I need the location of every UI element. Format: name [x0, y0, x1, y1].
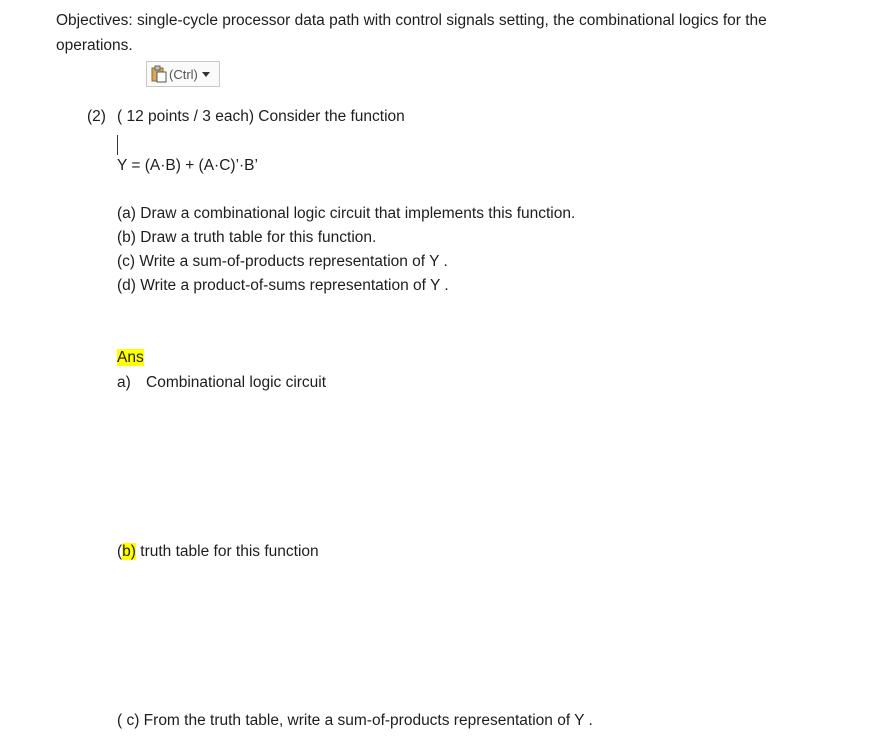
answer-a-marker: a) — [117, 374, 131, 391]
clipboard-icon — [150, 65, 168, 83]
question-part-d: (d) Write a product-of-sums representation of Y . — [117, 277, 449, 294]
answer-b-letter: b) — [122, 543, 136, 560]
paste-options-label: (Ctrl) — [169, 66, 198, 82]
question-part-c: (c) Write a sum-of-products representation of Y . — [117, 253, 448, 270]
answer-a-text: Combinational logic circuit — [146, 374, 327, 391]
answer-b-line — [117, 542, 319, 562]
answer-heading — [117, 348, 144, 368]
objectives-line-1: Objectives: single-cycle processor data path with control signals setting, the combinational logics for the — [56, 12, 767, 29]
question-part-a: (a) Draw a combinational logic circuit that implements this function. — [117, 205, 576, 222]
question-number: (2) — [87, 108, 106, 125]
text-cursor — [117, 135, 118, 155]
function-formula: Y = (A·B) + (A·C)’·B’ — [117, 157, 258, 174]
question-part-b: (b) Draw a truth table for this function. — [117, 229, 377, 246]
paste-options-button[interactable] — [146, 61, 220, 87]
question-header: ( 12 points / 3 each) Consider the function — [117, 108, 405, 125]
answer-heading-text: Ans — [117, 349, 144, 366]
answer-b-text: truth table for this function — [135, 543, 319, 560]
answer-b-open-paren: ( — [117, 543, 123, 560]
answer-c-text: ( c) From the truth table, write a sum-of-products representation of Y . — [117, 712, 593, 729]
dropdown-arrow-icon[interactable] — [202, 72, 210, 77]
objectives-line-2: operations. — [56, 37, 133, 54]
